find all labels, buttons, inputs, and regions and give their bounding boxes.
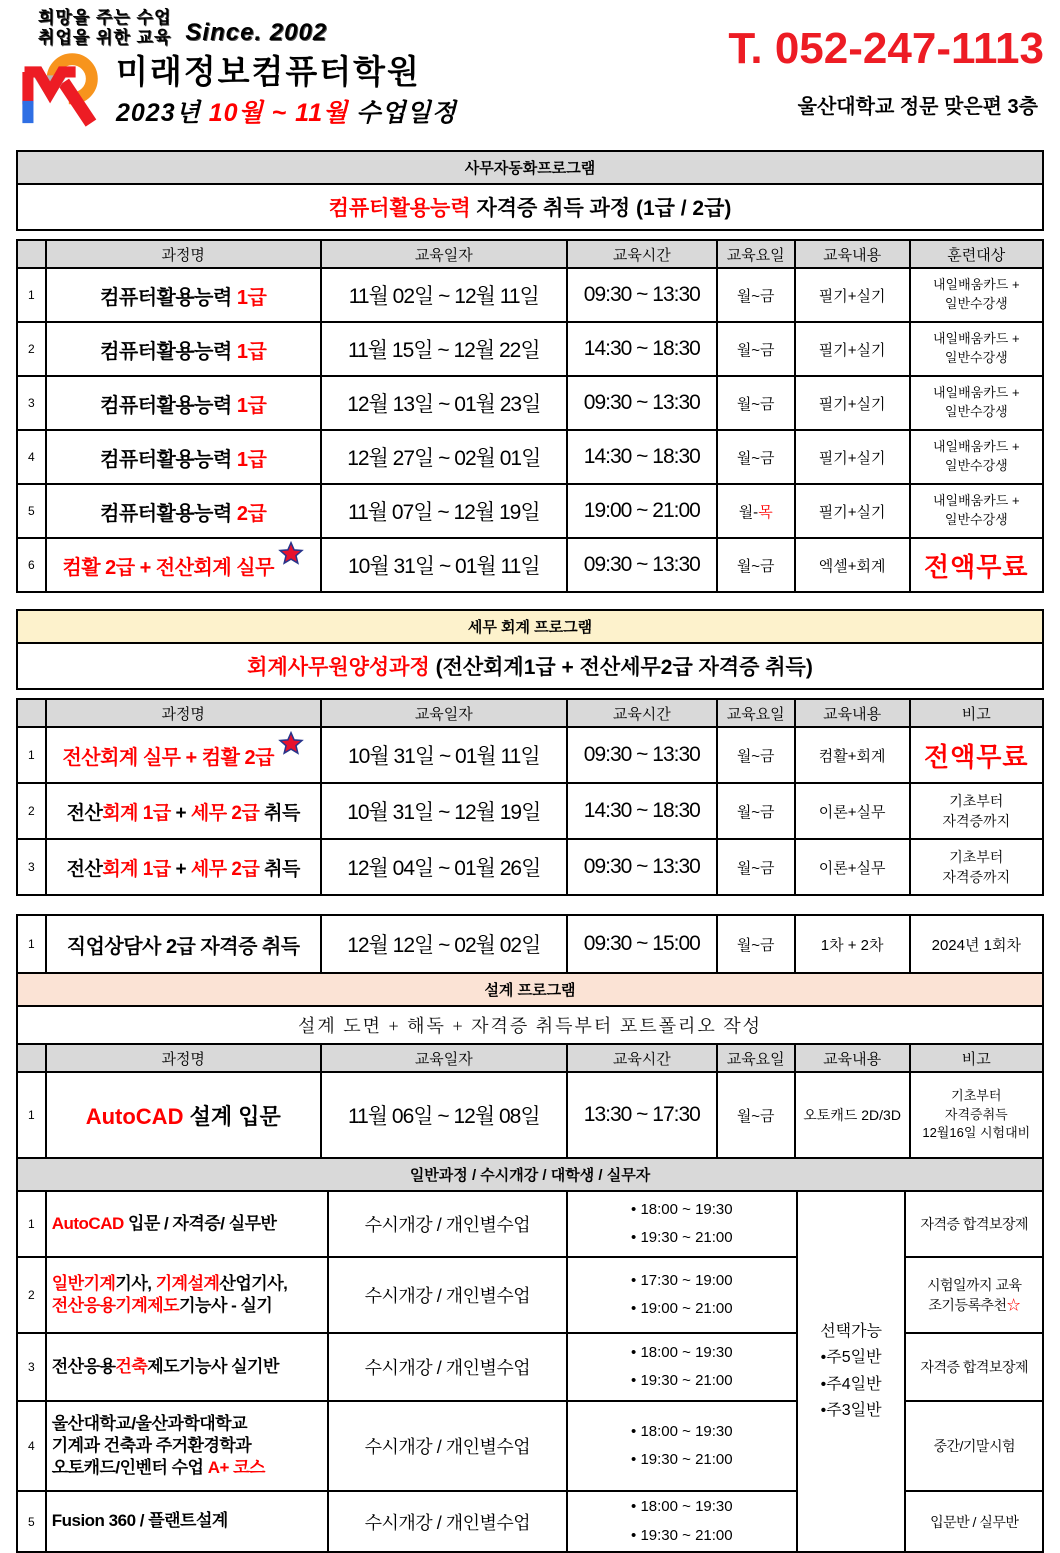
target-cell: 내일배움카드 + 일반수강생: [910, 322, 1043, 376]
row-number: 3: [17, 1333, 46, 1401]
days-cell: 월~금: [717, 322, 795, 376]
date-cell: 12월 04일 ~ 01월 26일: [321, 839, 567, 895]
target-cell: 내일배움카드 + 일반수강생: [910, 484, 1043, 538]
tax-header-row: [17, 699, 1043, 727]
table-row: [17, 484, 1043, 538]
content-cell: 엑셀+회계: [795, 538, 910, 592]
open-cell: 수시개강 / 개인별수업: [328, 1333, 567, 1401]
tax-subtitle-highlight: 회계사무원양성과정: [247, 656, 430, 679]
section-design-subtitle: 설계 도면 + 해독 + 자격증 취득부터 포트폴리오 작성: [16, 1005, 1044, 1045]
course-name-cell: Fusion 360 / 플랜트설계: [46, 1491, 328, 1552]
column-header-time: 교육시간: [567, 240, 717, 268]
row-number: 4: [17, 430, 46, 484]
days-cell: 월~금: [717, 538, 795, 592]
days-cell: 월-목: [717, 484, 795, 538]
row-number: 4: [17, 1401, 46, 1491]
table-row: [17, 430, 1043, 484]
column-header-content: 교육내용: [795, 240, 910, 268]
row-number: 3: [17, 839, 46, 895]
content-cell: 필기+실기: [795, 376, 910, 430]
office-header-row: [17, 240, 1043, 268]
time-cell: • 18:00 ~ 19:30 • 19:30 ~ 21:00: [567, 1333, 797, 1401]
counselor-table: [16, 914, 1044, 974]
column-header-content: 교육내용: [795, 1044, 910, 1072]
table-row: [17, 1072, 1043, 1158]
section-tax-subtitle: [16, 642, 1044, 690]
tax-subtitle-rest: (전산회계1급 + 전산세무2급 자격증 취득): [429, 656, 813, 679]
slogan: [38, 8, 171, 49]
content-cell: 컴활+회계: [795, 727, 910, 783]
days-cell: 월~금: [717, 839, 795, 895]
remark-cell: 기초부터 자격증까지: [910, 839, 1043, 895]
remark-cell: 자격증 합격보장제: [905, 1191, 1043, 1257]
target-cell: 내일배움카드 + 일반수강생: [910, 430, 1043, 484]
days-cell: 월~금: [717, 915, 795, 973]
column-header-num: [17, 240, 46, 268]
remark-cell: 기초부터 자격증까지: [910, 783, 1043, 839]
star-icon: [278, 731, 304, 763]
academy-logo-icon: [16, 51, 108, 132]
course-name-cell: 전산회계 1급 + 세무 2급 취득: [46, 839, 321, 895]
date-cell: 11월 02일 ~ 12월 11일: [321, 268, 567, 322]
section-office-subtitle: [16, 183, 1044, 231]
column-header-days: 교육요일: [717, 699, 795, 727]
time-cell: 09:30 ~ 15:00: [567, 915, 717, 973]
table-row: [17, 268, 1043, 322]
time-cell: 09:30 ~ 13:30: [567, 727, 717, 783]
select-options-cell: 선택가능 •주5일반 •주4일반 •주3일반: [797, 1191, 906, 1552]
time-cell: • 17:30 ~ 19:00 • 19:00 ~ 21:00: [567, 1257, 797, 1333]
row-number: 3: [17, 376, 46, 430]
course-name-cell: AutoCAD 설계 입문: [46, 1072, 321, 1158]
open-cell: 수시개강 / 개인별수업: [328, 1191, 567, 1257]
column-header-name: 과정명: [46, 240, 321, 268]
time-cell: • 18:00 ~ 19:30 • 19:30 ~ 21:00: [567, 1191, 797, 1257]
time-cell: 09:30 ~ 13:30: [567, 268, 717, 322]
remark-cell: 시험일까지 교육 조기등록추천☆: [905, 1257, 1043, 1333]
header-left: [16, 8, 457, 144]
schedule-suffix: 수업일정: [356, 98, 457, 127]
course-name-cell: 컴퓨터활용능력 1급: [46, 268, 321, 322]
days-cell: 월~금: [717, 727, 795, 783]
time-cell: 14:30 ~ 18:30: [567, 783, 717, 839]
days-cell: 월~금: [717, 268, 795, 322]
content-cell: 1차 + 2차: [795, 915, 910, 973]
tax-course-table: [16, 698, 1044, 896]
slogan-block: [38, 8, 457, 49]
time-cell: • 18:00 ~ 19:30 • 19:30 ~ 21:00: [567, 1491, 797, 1552]
phone-number: T. 052-247-1113: [728, 24, 1044, 73]
column-header-days: 교육요일: [717, 1044, 795, 1072]
course-name-cell: 컴활 2급 + 전산회계 실무: [46, 538, 321, 592]
open-cell: 수시개강 / 개인별수업: [328, 1491, 567, 1552]
course-name-cell: AutoCAD 입문 / 자격증/ 실무반: [46, 1191, 328, 1257]
table-row: [17, 322, 1043, 376]
table-row: [17, 783, 1043, 839]
schedule-title: [116, 93, 457, 129]
brand-row: [16, 51, 457, 132]
date-cell: 10월 31일 ~ 01월 11일: [321, 538, 567, 592]
row-number: 2: [17, 783, 46, 839]
content-cell: 이론+실무: [795, 839, 910, 895]
open-cell: 수시개강 / 개인별수업: [328, 1257, 567, 1333]
slogan-line1: 희망을 주는 수업: [38, 8, 172, 27]
column-header-time: 교육시간: [567, 1044, 717, 1072]
time-cell: 09:30 ~ 13:30: [567, 376, 717, 430]
course-name-cell: 일반기계기사, 기계설계산업기사, 전산응용기계제도기능사 - 실기: [46, 1257, 328, 1333]
date-cell: 12월 13일 ~ 01월 23일: [321, 376, 567, 430]
design-header-row: [17, 1044, 1043, 1072]
header: [16, 8, 1044, 144]
time-cell: 14:30 ~ 18:30: [567, 430, 717, 484]
course-name-cell: 컴퓨터활용능력 1급: [46, 376, 321, 430]
time-cell: • 18:00 ~ 19:30 • 19:30 ~ 21:00: [567, 1401, 797, 1491]
general-course-table: [16, 1190, 1044, 1553]
course-name-cell: 전산회계 실무 + 컴활 2급: [46, 727, 321, 783]
date-cell: 11월 15일 ~ 12월 22일: [321, 322, 567, 376]
date-cell: 10월 31일 ~ 12월 19일: [321, 783, 567, 839]
free-badge: 전액무료: [910, 727, 1043, 783]
course-name-cell: 직업상담사 2급 자격증 취득: [46, 915, 321, 973]
office-subtitle-highlight: 컴퓨터활용능력: [328, 197, 471, 220]
course-name-cell: 전산회계 1급 + 세무 2급 취득: [46, 783, 321, 839]
course-name-cell: 컴퓨터활용능력 1급: [46, 430, 321, 484]
row-number: 2: [17, 322, 46, 376]
date-cell: 10월 31일 ~ 01월 11일: [321, 727, 567, 783]
section-office-bar: 사무자동화프로그램: [16, 150, 1044, 185]
column-header-content: 교육내용: [795, 699, 910, 727]
target-cell: 내일배움카드 + 일반수강생: [910, 268, 1043, 322]
content-cell: 이론+실무: [795, 783, 910, 839]
schedule-months: 10월 ~ 11월: [208, 98, 349, 127]
date-cell: 12월 27일 ~ 02월 01일: [321, 430, 567, 484]
table-row: [17, 839, 1043, 895]
column-header-num: [17, 1044, 46, 1072]
brand-text: [116, 54, 457, 129]
since-text: Since. 2002: [185, 18, 328, 46]
time-cell: 19:00 ~ 21:00: [567, 484, 717, 538]
row-number: 1: [17, 727, 46, 783]
star-icon: [278, 541, 304, 573]
section-general-bar: 일반과정 / 수시개강 / 대학생 / 실무자: [16, 1157, 1044, 1192]
target-cell: 내일배움카드 + 일반수강생: [910, 376, 1043, 430]
column-header-date: 교육일자: [321, 1044, 567, 1072]
remark-cell: 2024년 1회차: [910, 915, 1043, 973]
row-number: 1: [17, 1072, 46, 1158]
days-cell: 월~금: [717, 1072, 795, 1158]
time-cell: 13:30 ~ 17:30: [567, 1072, 717, 1158]
design-course-table: [16, 1043, 1044, 1159]
content-cell: 필기+실기: [795, 430, 910, 484]
table-row: [17, 538, 1043, 592]
row-number: 1: [17, 1191, 46, 1257]
remark-cell: 기초부터 자격증취득 12월16일 시험대비: [910, 1072, 1043, 1158]
time-cell: 14:30 ~ 18:30: [567, 322, 717, 376]
section-design-bar: 설계 프로그램: [16, 972, 1044, 1007]
address: 울산대학교 정문 맞은편 3층: [797, 96, 1038, 118]
date-cell: 12월 12일 ~ 02월 02일: [321, 915, 567, 973]
table-row: [17, 915, 1043, 973]
table-row: [17, 376, 1043, 430]
free-badge: 전액무료: [910, 538, 1043, 592]
column-header-remark: 비고: [910, 1044, 1043, 1072]
academy-name: 미래정보컴퓨터학원: [116, 52, 421, 90]
row-number: 6: [17, 538, 46, 592]
header-right: [728, 8, 1044, 144]
table-row: [17, 1191, 1043, 1257]
date-cell: 11월 07일 ~ 12월 19일: [321, 484, 567, 538]
row-number: 5: [17, 1491, 46, 1552]
column-header-remark: 비고: [910, 699, 1043, 727]
course-name-cell: 울산대학교/울산과학대학교 기계과 건축과 주거환경학과 오토캐드/인벤터 수업 A+ 코스: [46, 1401, 328, 1491]
time-cell: 09:30 ~ 13:30: [567, 538, 717, 592]
content-cell: 필기+실기: [795, 484, 910, 538]
remark-cell: 자격증 합격보장제: [905, 1333, 1043, 1401]
time-cell: 09:30 ~ 13:30: [567, 839, 717, 895]
section-tax-bar: 세무 회계 프로그램: [16, 609, 1044, 644]
open-cell: 수시개강 / 개인별수업: [328, 1401, 567, 1491]
schedule-year: 2023년: [116, 98, 201, 127]
column-header-num: [17, 699, 46, 727]
column-header-time: 교육시간: [567, 699, 717, 727]
column-header-name: 과정명: [46, 699, 321, 727]
course-name-cell: 컴퓨터활용능력 1급: [46, 322, 321, 376]
row-number: 1: [17, 915, 46, 973]
row-number: 1: [17, 268, 46, 322]
office-subtitle-rest: 자격증 취득 과정 (1급 / 2급): [470, 197, 732, 220]
column-header-target: 훈련대상: [910, 240, 1043, 268]
column-header-name: 과정명: [46, 1044, 321, 1072]
table-row: [17, 727, 1043, 783]
days-cell: 월~금: [717, 783, 795, 839]
row-number: 5: [17, 484, 46, 538]
column-header-date: 교육일자: [321, 240, 567, 268]
course-name-cell: 컴퓨터활용능력 2급: [46, 484, 321, 538]
course-name-cell: 전산응용건축제도기능사 실기반: [46, 1333, 328, 1401]
slogan-line2: 취업을 위한 교육: [38, 28, 172, 48]
column-header-days: 교육요일: [717, 240, 795, 268]
days-cell: 월~금: [717, 430, 795, 484]
column-header-date: 교육일자: [321, 699, 567, 727]
office-course-table: [16, 239, 1044, 593]
schedule-poster: [16, 0, 1044, 1553]
days-cell: 월~금: [717, 376, 795, 430]
date-cell: 11월 06일 ~ 12월 08일: [321, 1072, 567, 1158]
row-number: 2: [17, 1257, 46, 1333]
content-cell: 필기+실기: [795, 322, 910, 376]
content-cell: 필기+실기: [795, 268, 910, 322]
content-cell: 오토캐드 2D/3D: [795, 1072, 910, 1158]
remark-cell: 중간/기말시험: [905, 1401, 1043, 1491]
remark-cell: 입문반 / 실무반: [905, 1491, 1043, 1552]
